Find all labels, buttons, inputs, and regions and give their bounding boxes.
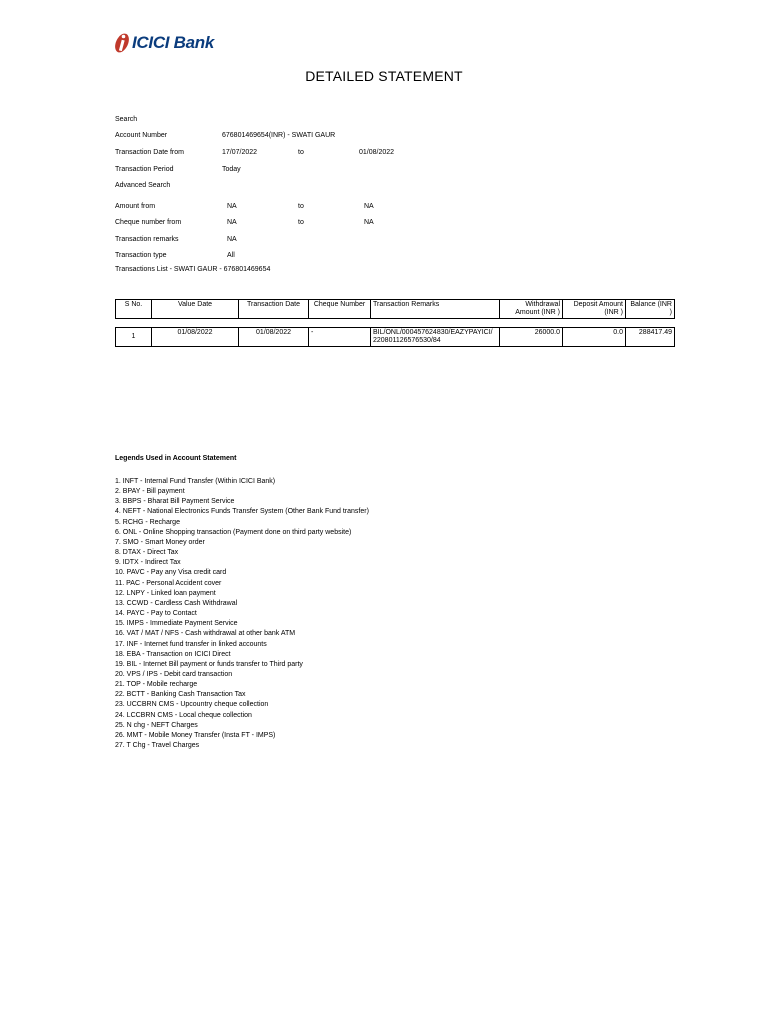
logo-text: ICICI Bank [132, 33, 215, 52]
amount-to-value: NA [364, 203, 374, 210]
txn-date-from-label: Transaction Date from [115, 149, 184, 156]
table-cell: 01/08/2022 [239, 328, 309, 347]
table-cell: 1 [116, 328, 152, 347]
legend-item: 12. LNPY - Linked loan payment [115, 589, 216, 597]
legend-item: 20. VPS / IPS - Debit card transaction [115, 670, 233, 678]
txn-period-label: Transaction Period [115, 166, 174, 173]
column-header: Transaction Date [239, 300, 309, 319]
table-row [116, 328, 675, 347]
legend-item: 10. PAVC - Pay any Visa credit card [115, 569, 227, 577]
legend-item: 8. DTAX - Direct Tax [115, 549, 179, 557]
cheque-to-label: to [298, 219, 304, 226]
table-cell: BIL/ONL/000457624830/EAZYPAYICI/ 220801126576530/84 [371, 328, 500, 347]
legend-item: 2. BPAY - Bill payment [115, 488, 185, 496]
page-title: DETAILED STATEMENT [305, 68, 463, 84]
legend-item: 21. TOP - Mobile recharge [115, 681, 198, 689]
column-header: S No. [116, 300, 152, 319]
legend-item: 24. LCCBRN CMS - Local cheque collection [115, 711, 252, 719]
remarks-label: Transaction remarks [115, 236, 179, 243]
column-header: Withdrawal Amount (INR ) [500, 300, 563, 319]
legend-item: 25. N chg - NEFT Charges [115, 721, 198, 729]
remarks-value: NA [227, 236, 237, 243]
table-cell: - [309, 328, 371, 347]
legend-item: 9. IDTX - Indirect Tax [115, 559, 181, 567]
legend-item: 16. VAT / MAT / NFS - Cash withdrawal at other bank ATM [115, 630, 296, 638]
legend-item: 1. INFT - Internal Fund Transfer (Within ICICI Bank) [115, 478, 276, 485]
legend-item: 17. INF - Internet fund transfer in linked accounts [115, 640, 267, 648]
table-cell: 01/08/2022 [152, 328, 239, 347]
amount-to-label: to [298, 203, 304, 210]
txn-type-value: All [227, 252, 235, 259]
legend-item: 23. UCCBRN CMS - Upcountry cheque collection [115, 701, 269, 709]
bank-logo [114, 30, 214, 56]
icici-logo-icon [114, 31, 130, 55]
legend-item: 14. PAYC - Pay to Contact [115, 610, 197, 618]
column-header: Deposit Amount (INR ) [563, 300, 626, 319]
column-header: Transaction Remarks [371, 300, 500, 319]
table-cell: 0.0 [563, 328, 626, 347]
column-header: Value Date [152, 300, 239, 319]
txn-period-value: Today [222, 166, 241, 173]
column-header: Balance (INR ) [626, 300, 675, 319]
legend-item: 5. RCHG - Recharge [115, 518, 180, 526]
cheque-from-value: NA [227, 219, 237, 226]
advanced-search-heading: Advanced Search [115, 182, 171, 189]
amount-from-label: Amount from [115, 203, 156, 210]
legend-item: 19. BIL - Internet Bill payment or funds transfer to Third party [115, 660, 303, 668]
legend-item: 18. EBA - Transaction on ICICI Direct [115, 650, 231, 658]
txn-date-to-value: 01/08/2022 [359, 149, 395, 156]
cheque-from-label: Cheque number from [115, 219, 182, 226]
legends-heading: Legends Used in Account Statement [115, 455, 237, 462]
legend-item: 3. BBPS - Bharat Bill Payment Service [115, 498, 235, 506]
legend-item: 26. MMT - Mobile Money Transfer (Insta FT - IMPS) [115, 731, 276, 739]
search-heading: Search [115, 116, 138, 123]
table-header-row [116, 300, 675, 319]
txn-type-label: Transaction type [115, 252, 167, 259]
legend-item: 15. IMPS - Immediate Payment Service [115, 620, 238, 628]
table-cell: 26000.0 [500, 328, 563, 347]
account-number-label: Account Number [115, 132, 168, 139]
account-number-value: 676801469654(INR) - SWATI GAUR [222, 132, 336, 139]
txn-date-from-value: 17/07/2022 [222, 149, 258, 156]
legend-item: 27. T Chg - Travel Charges [115, 742, 200, 750]
legend-item: 11. PAC - Personal Accident cover [115, 579, 222, 587]
transactions-list-heading: Transactions List - SWATI GAUR - 676801469654 [115, 266, 271, 273]
transactions-table [115, 299, 675, 347]
cheque-to-value: NA [364, 219, 374, 226]
legend-item: 7. SMO - Smart Money order [115, 538, 205, 546]
legend-item: 13. CCWD - Cardless Cash Withdrawal [115, 599, 238, 607]
legend-item: 6. ONL - Online Shopping transaction (Payment done on third party website) [115, 528, 352, 536]
legend-item: 22. BCTT - Banking Cash Transaction Tax [115, 691, 246, 699]
txn-date-to-label: to [298, 149, 304, 156]
legend-item: 4. NEFT - National Electronics Funds Transfer System (Other Bank Fund transfer) [115, 508, 369, 516]
legends-list [115, 477, 369, 751]
column-header: Cheque Number [309, 300, 371, 319]
amount-from-value: NA [227, 203, 237, 210]
table-cell: 288417.49 [626, 328, 675, 347]
